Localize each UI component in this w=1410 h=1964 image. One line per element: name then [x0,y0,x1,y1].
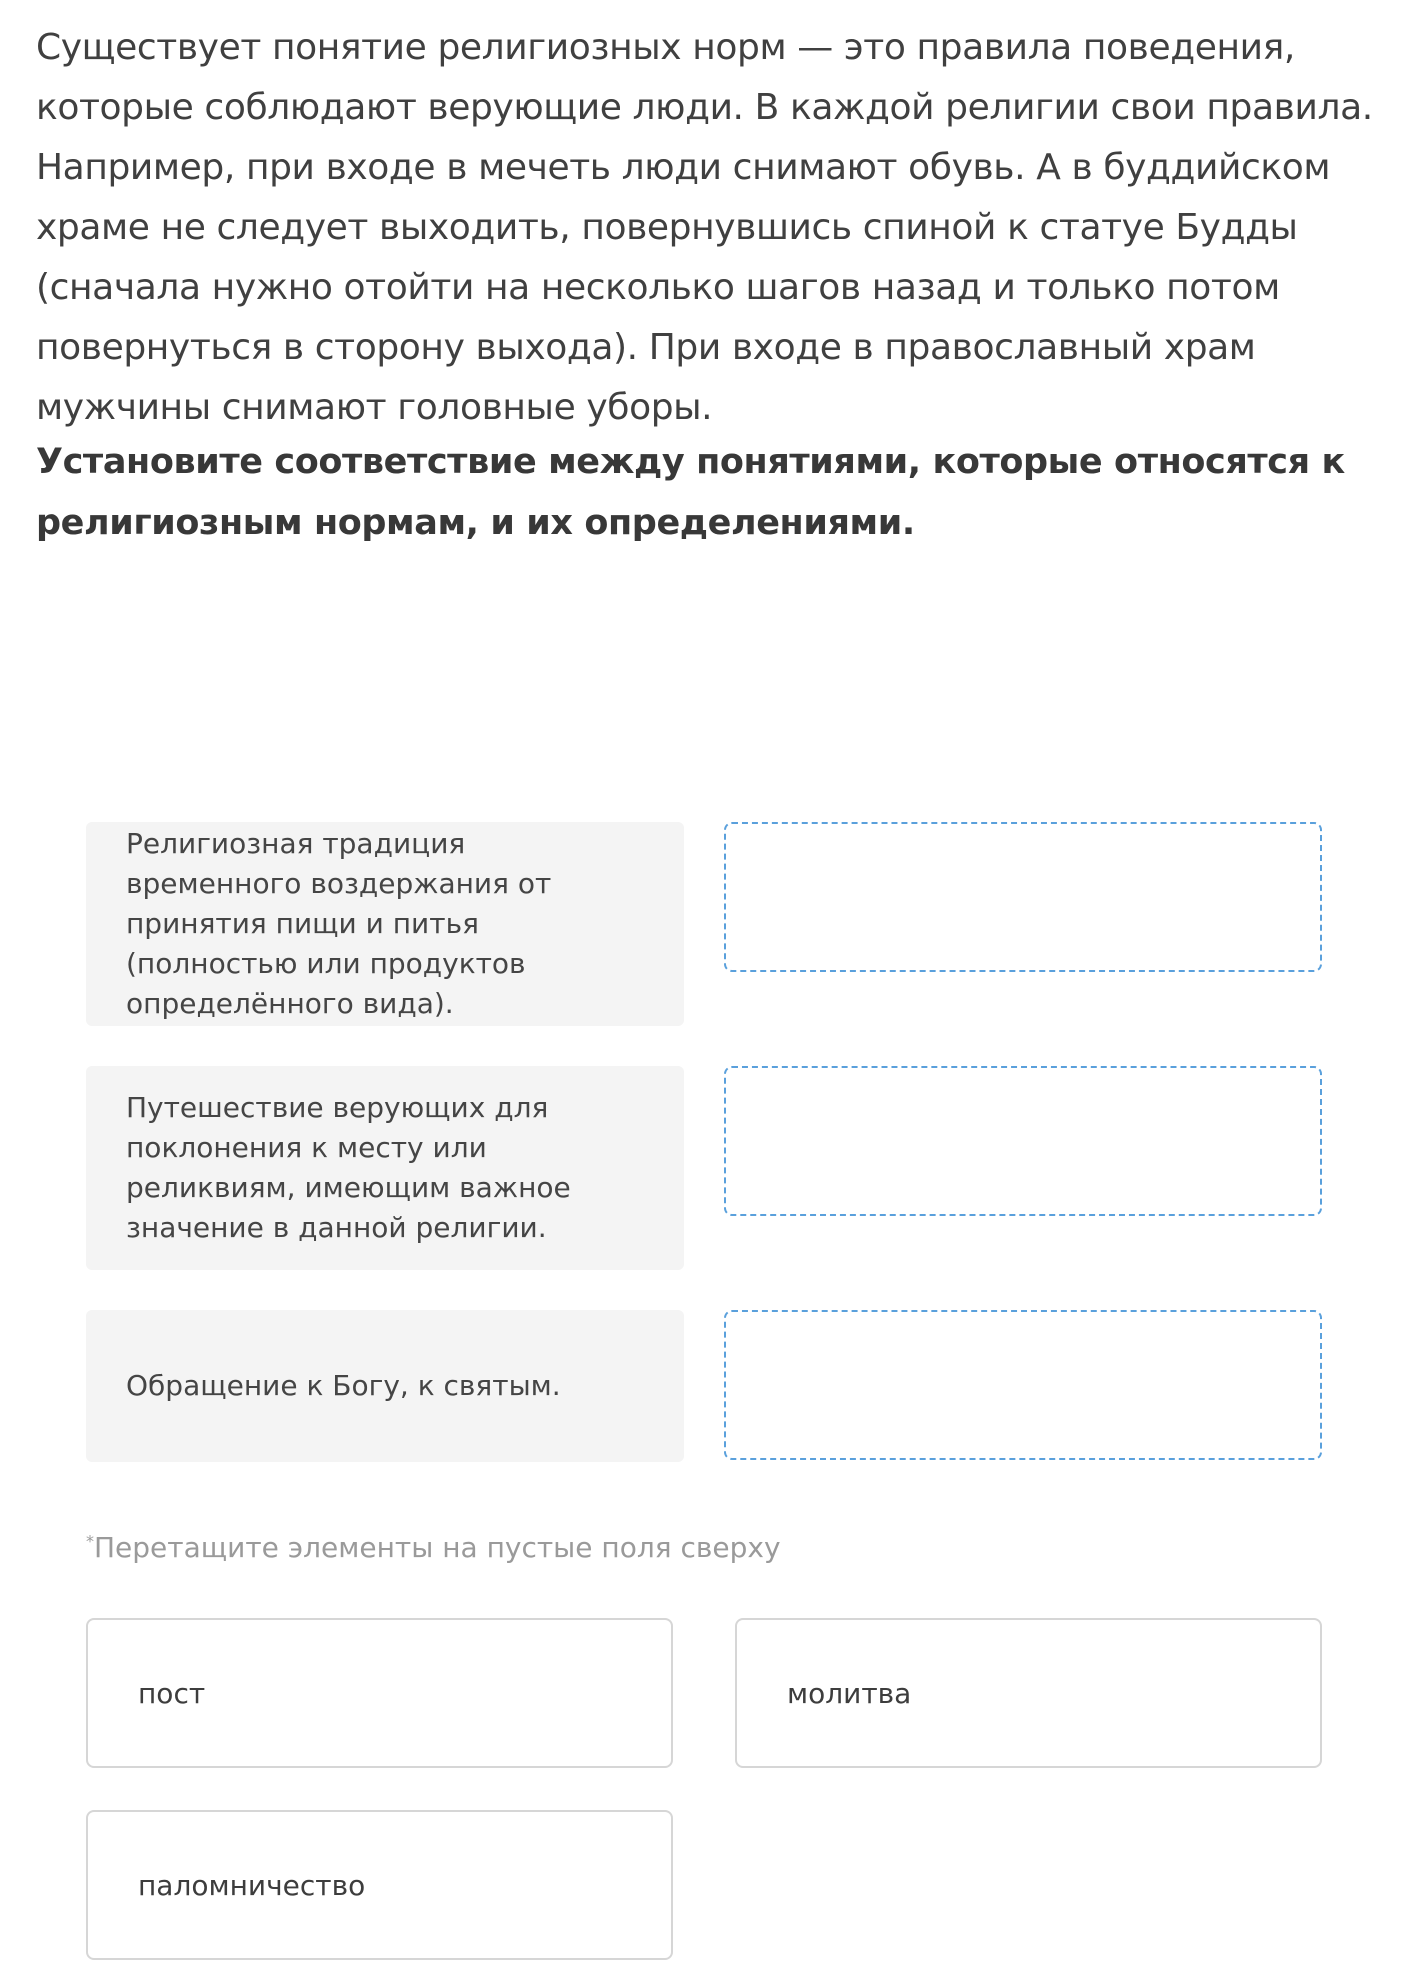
definition-card [86,1310,684,1462]
drag-hint [86,1528,781,1568]
hint-text: Перетащите элементы на пустые поля сверху [94,1531,781,1564]
match-row [86,1066,1324,1270]
definition-card [86,822,684,1026]
drop-zone[interactable] [724,1066,1322,1216]
match-row [86,822,1324,1026]
option-chip-molitva[interactable] [735,1618,1322,1768]
task-instruction: Установите соответствие между понятиями, которые относятся к религиозным нормам, и их определениями. [36,442,1345,543]
drop-zone[interactable] [724,822,1322,972]
option-chip-post[interactable] [86,1618,673,1768]
option-label: паломничество [138,1868,366,1902]
intro-paragraph: Существует понятие религиозных норм — это правила поведения, которые соблюдают верующие люди. В каждой религии свои правила. Например, при входе в мечеть люди снимают обувь. А в буддийском храме не следует выходить, повернувшись спиной к статуе Будды (сначала нужно отойти на несколько шагов назад и только потом повернуться в сторону выхода). При входе в православный храм мужчины снимают головные уборы. [36,27,1373,428]
definition-text: Религиозная традиция временного воздержания от принятия пищи и питья (полностью или продуктов определённого вида). [126,827,552,1020]
option-label: молитва [787,1676,912,1710]
hint-asterisk: * [86,1531,94,1551]
drop-zone[interactable] [724,1310,1322,1460]
definition-card [86,1066,684,1270]
option-label: пост [138,1676,206,1710]
definition-text: Обращение к Богу, к святым. [126,1369,561,1402]
definition-text: Путешествие верующих для поклонения к месту или реликвиям, имеющим важное значение в данной религии. [126,1091,571,1244]
option-chip-palomnichestvo[interactable] [86,1810,673,1960]
match-row [86,1310,1324,1514]
